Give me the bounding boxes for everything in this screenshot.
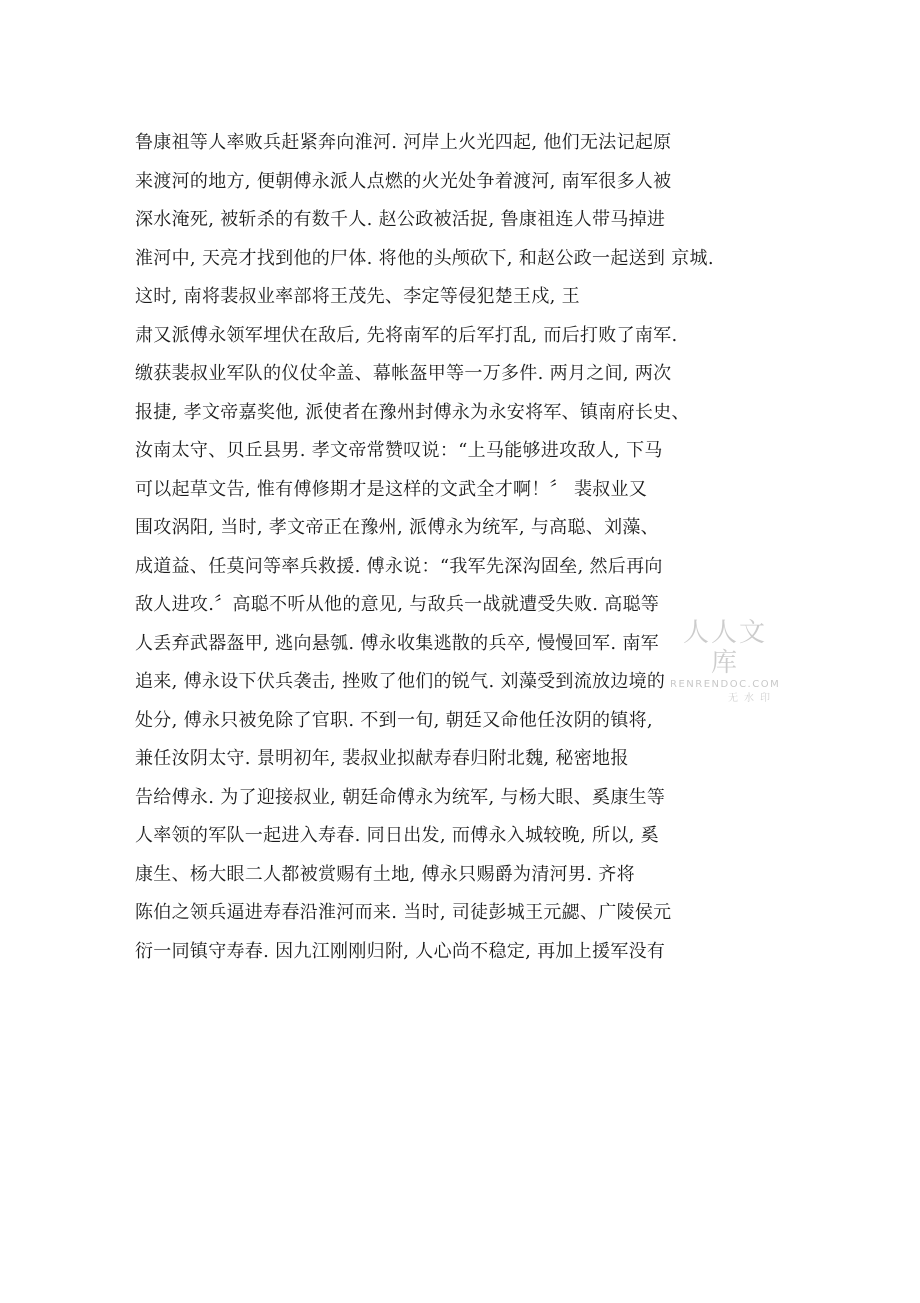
text-line: 深水淹死, 被斩杀的有数千人. 赵公政被活捉, 鲁康祖连人带马掉进 (135, 209, 666, 230)
watermark-subtitle: 无水印 (728, 693, 776, 704)
text-line: 这时, 南将裴叔业率部将王茂先、李定等侵犯楚王戍, 王 (135, 286, 580, 307)
body-text (135, 124, 795, 971)
text-line: 人丢弃武器盔甲, 逃向悬瓠. 傅永收集逃散的兵卒, 慢慢回军. 南军 (135, 632, 659, 654)
text-line: 鲁康祖等人率败兵赶紧奔向淮河. 河岸上火光四起, 他们无法记起原 (135, 132, 672, 153)
text-line: 肃又派傅永领军埋伏在敌后, 先将南军的后军打乱, 而后打败了南军. (135, 324, 678, 346)
text-line: 告给傅永. 为了迎接叔业, 朝廷命傅永为统军, 与杨大眼、奚康生等 (135, 786, 666, 808)
text-line: 淮河中, 天亮才找到他的尸体. 将他的头颅砍下, 和赵公政一起送到 京城. (135, 247, 714, 269)
text-line: 人率领的军队一起进入寿春. 同日出发, 而傅永入城较晚, 所以, 奚 (135, 825, 659, 846)
text-line: 围攻涡阳, 当时, 孝文帝正在豫州, 派傅永为统军, 与高聪、刘藻、 (135, 517, 659, 538)
text-line: 缴获裴叔业军队的仪仗伞盖、幕帐盔甲等一万多件. 两月之间, 两次 (135, 363, 672, 384)
text-line: 成道益、任莫问等率兵救援. 傅永说：“我军先深沟固垒, 然后再向 (135, 555, 663, 577)
text-line: 衍一同镇守寿春. 因九江刚刚归附, 人心尚不稳定, 再加上援军没有 (135, 940, 666, 962)
text-line: 康生、杨大眼二人都被赏赐有土地, 傅永只赐爵为清河男. 齐将 (135, 863, 635, 885)
text-line: 报捷, 孝文帝嘉奖他, 派使者在豫州封傅永为永安将军、镇南府长史、 (135, 401, 690, 423)
watermark-title: 人人文库 (682, 618, 767, 678)
text-line: 处分, 傅永只被免除了官职. 不到一旬, 朝廷又命他任汝阴的镇将, (135, 709, 653, 731)
text-line: 可以起草文告, 惟有傅修期才是这样的文武全才啊！〞 裴叔业又 (135, 478, 648, 500)
text-line: 陈伯之领兵逼进寿春沿淮河而来. 当时, 司徒彭城王元勰、广陵侯元 (135, 902, 672, 923)
text-line: 追来, 傅永设下伏兵袭击, 挫败了他们的锐气. 刘藻受到流放边境的 (135, 671, 666, 692)
text-line: 兼任汝阴太守. 景明初年, 裴叔业拟献寿春归附北魏, 秘密地报 (135, 748, 629, 769)
text-line: 来渡河的地方, 便朝傅永派人点燃的火光处争着渡河, 南军很多人被 (135, 170, 672, 192)
watermark-domain: RENRENDOC.COM (670, 679, 781, 690)
text-line: 敌人进攻.〞高聪不听从他的意见, 与敌兵一战就遭受失败. 高聪等 (135, 594, 660, 615)
text-line: 汝南太守、贝丘县男. 孝文帝常赞叹说：“上马能够进攻敌人, 下马 (135, 440, 663, 461)
